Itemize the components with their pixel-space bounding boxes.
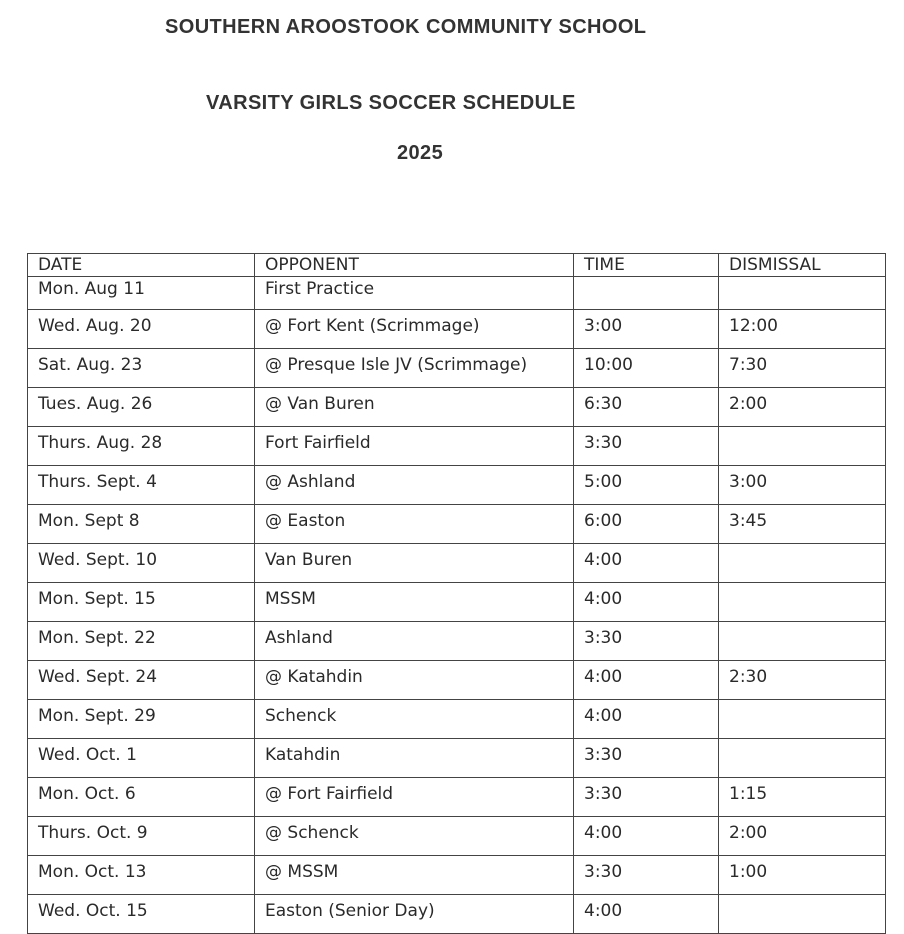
time-cell: 4:00	[574, 661, 719, 700]
dismissal-cell	[719, 700, 886, 739]
dismissal-cell: 1:00	[719, 856, 886, 895]
opponent-cell: @ Fort Fairfield	[255, 778, 574, 817]
school-name: SOUTHERN AROOSTOOK COMMUNITY SCHOOL	[165, 16, 647, 38]
opponent-cell: Schenck	[255, 700, 574, 739]
table-row	[28, 778, 886, 817]
opponent-cell: First Practice	[255, 277, 574, 310]
time-cell: 6:00	[574, 505, 719, 544]
date-cell: Wed. Sept. 24	[28, 661, 255, 700]
table-header-row	[28, 254, 886, 277]
table-row	[28, 310, 886, 349]
opponent-cell: @ Schenck	[255, 817, 574, 856]
table-row	[28, 427, 886, 466]
date-cell: Tues. Aug. 26	[28, 388, 255, 427]
date-cell: Mon. Oct. 6	[28, 778, 255, 817]
opponent-cell: Ashland	[255, 622, 574, 661]
column-header-dismissal: DISMISSAL	[719, 254, 886, 277]
table-row	[28, 739, 886, 778]
date-cell: Mon. Sept. 22	[28, 622, 255, 661]
table-row	[28, 700, 886, 739]
schedule-title: VARSITY GIRLS SOCCER SCHEDULE	[206, 92, 576, 114]
opponent-cell: Katahdin	[255, 739, 574, 778]
table-row	[28, 661, 886, 700]
dismissal-cell: 7:30	[719, 349, 886, 388]
date-cell: Mon. Sept. 15	[28, 583, 255, 622]
opponent-cell: @ MSSM	[255, 856, 574, 895]
time-cell: 6:30	[574, 388, 719, 427]
dismissal-cell	[719, 583, 886, 622]
opponent-cell: Fort Fairfield	[255, 427, 574, 466]
opponent-cell: @ Presque Isle JV (Scrimmage)	[255, 349, 574, 388]
time-cell: 4:00	[574, 583, 719, 622]
table-row	[28, 388, 886, 427]
dismissal-cell	[719, 622, 886, 661]
dismissal-cell: 2:30	[719, 661, 886, 700]
time-cell: 4:00	[574, 817, 719, 856]
table-row	[28, 856, 886, 895]
table-row	[28, 544, 886, 583]
opponent-cell: @ Katahdin	[255, 661, 574, 700]
date-cell: Thurs. Oct. 9	[28, 817, 255, 856]
dismissal-cell: 2:00	[719, 388, 886, 427]
dismissal-cell: 2:00	[719, 817, 886, 856]
date-cell: Mon. Sept 8	[28, 505, 255, 544]
time-cell: 3:00	[574, 310, 719, 349]
time-cell: 3:30	[574, 778, 719, 817]
time-cell: 3:30	[574, 856, 719, 895]
opponent-cell: Van Buren	[255, 544, 574, 583]
opponent-cell: @ Van Buren	[255, 388, 574, 427]
time-cell: 3:30	[574, 622, 719, 661]
time-cell: 10:00	[574, 349, 719, 388]
date-cell: Wed. Oct. 1	[28, 739, 255, 778]
dismissal-cell	[719, 895, 886, 934]
opponent-cell: @ Easton	[255, 505, 574, 544]
table-row	[28, 466, 886, 505]
date-cell: Thurs. Sept. 4	[28, 466, 255, 505]
dismissal-cell	[719, 277, 886, 310]
column-header-date: DATE	[28, 254, 255, 277]
time-cell: 5:00	[574, 466, 719, 505]
table-row	[28, 505, 886, 544]
schedule-table-body	[28, 254, 886, 934]
date-cell: Mon. Oct. 13	[28, 856, 255, 895]
date-cell: Mon. Sept. 29	[28, 700, 255, 739]
date-cell: Wed. Aug. 20	[28, 310, 255, 349]
schedule-year: 2025	[397, 142, 444, 164]
opponent-cell: @ Ashland	[255, 466, 574, 505]
date-cell: Sat. Aug. 23	[28, 349, 255, 388]
date-cell: Mon. Aug 11	[28, 277, 255, 310]
table-row	[28, 583, 886, 622]
time-cell: 3:30	[574, 427, 719, 466]
dismissal-cell	[719, 739, 886, 778]
dismissal-cell	[719, 427, 886, 466]
dismissal-cell: 1:15	[719, 778, 886, 817]
table-row	[28, 622, 886, 661]
dismissal-cell: 3:45	[719, 505, 886, 544]
table-row	[28, 895, 886, 934]
table-row	[28, 349, 886, 388]
time-cell: 4:00	[574, 544, 719, 583]
dismissal-cell	[719, 544, 886, 583]
table-row	[28, 277, 886, 310]
opponent-cell: MSSM	[255, 583, 574, 622]
opponent-cell: @ Fort Kent (Scrimmage)	[255, 310, 574, 349]
time-cell: 4:00	[574, 895, 719, 934]
time-cell: 3:30	[574, 739, 719, 778]
dismissal-cell: 3:00	[719, 466, 886, 505]
time-cell	[574, 277, 719, 310]
table-row	[28, 817, 886, 856]
column-header-time: TIME	[574, 254, 719, 277]
opponent-cell: Easton (Senior Day)	[255, 895, 574, 934]
date-cell: Wed. Sept. 10	[28, 544, 255, 583]
schedule-table	[27, 253, 886, 934]
time-cell: 4:00	[574, 700, 719, 739]
date-cell: Wed. Oct. 15	[28, 895, 255, 934]
date-cell: Thurs. Aug. 28	[28, 427, 255, 466]
column-header-opponent: OPPONENT	[255, 254, 574, 277]
dismissal-cell: 12:00	[719, 310, 886, 349]
